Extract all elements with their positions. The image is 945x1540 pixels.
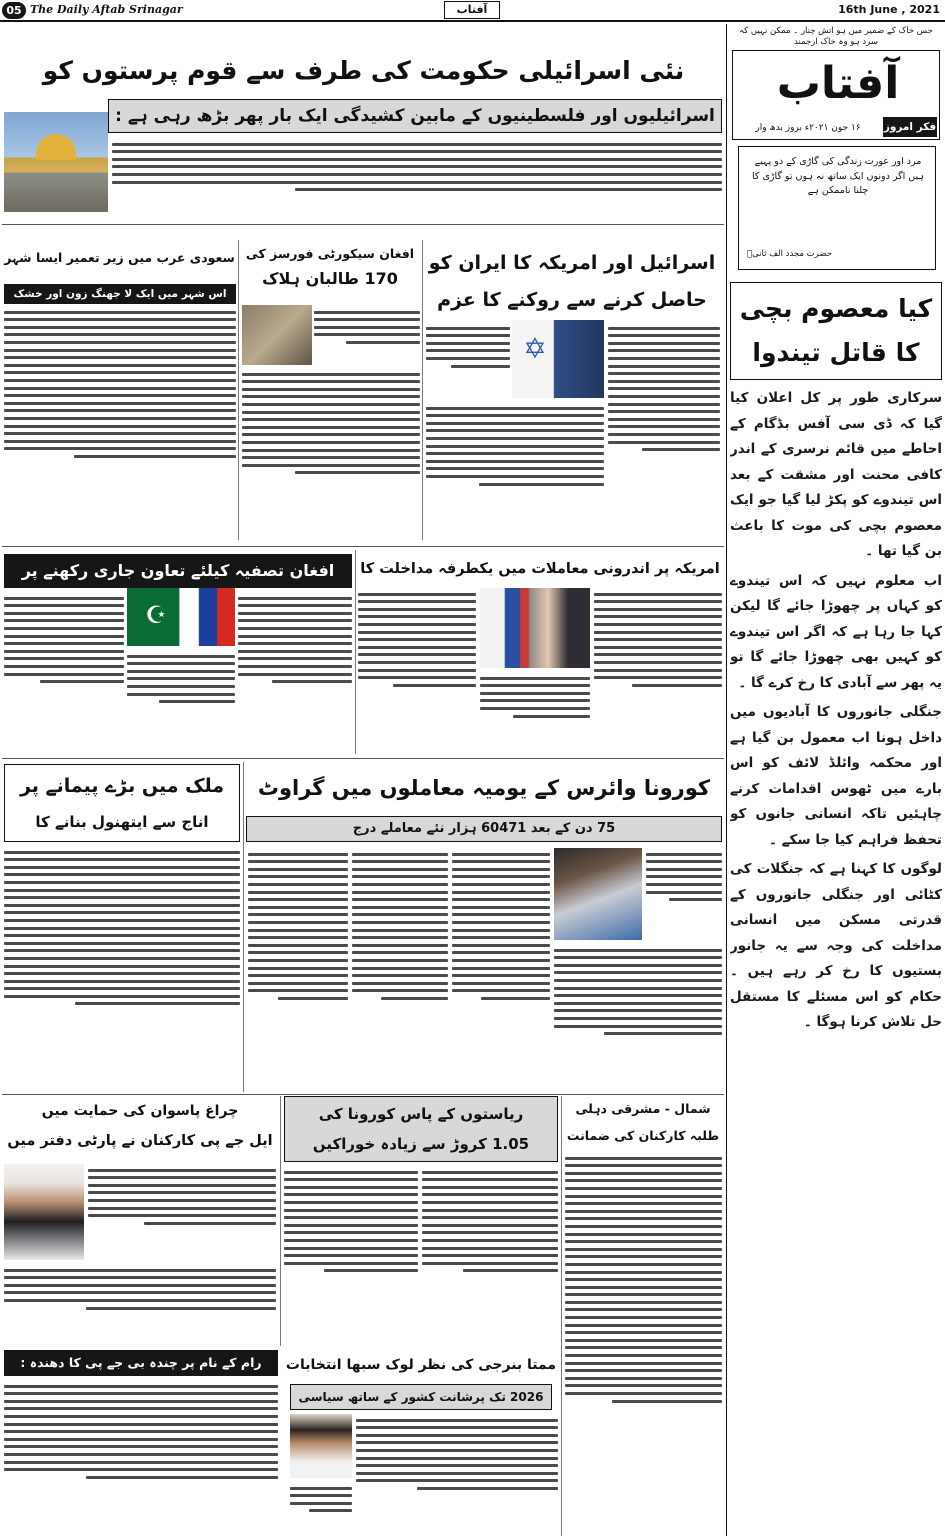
corona-headline: کورونا وائرس کے یومیہ معاملوں میں گراوٹ — [257, 776, 711, 800]
corona-article-a — [248, 848, 348, 1088]
israel-iran-article-bottom — [426, 402, 604, 540]
delhi-headline: شمال - مشرقی دہلی — [575, 1101, 711, 1116]
saudi-headline: سعودی عرب میں زیر تعمیر ایسا شہر — [4, 250, 235, 265]
dome-of-rock-photo — [4, 112, 108, 212]
dome-shape-icon — [36, 134, 76, 160]
grain-deck: اناج سے ایتھنول بنانے کا — [35, 813, 209, 831]
delhi-article — [565, 1152, 722, 1536]
taliban-photo — [242, 305, 312, 365]
star-of-david-icon: ✡ — [523, 334, 547, 364]
afghan-article-lower — [242, 368, 420, 540]
corona-deck: 75 دن کے بعد 60471 ہزار نئے معاملے درج — [246, 816, 722, 842]
putin-headline: امریکہ پر اندرونی معاملات میں یکطرفہ مداخلت کا — [360, 561, 720, 577]
crescent-icon: ☪ — [145, 601, 167, 629]
chirag-headline: چراغ پاسوان کی حمایت میں — [41, 1103, 239, 1119]
editorial-headline-box — [730, 282, 942, 380]
mamata-deck: 2026 تک پرشانت کشور کے ساتھ سیاسی — [290, 1384, 552, 1410]
grain-headline: ملک میں بڑے پیمانے پر — [19, 775, 225, 797]
chirag-article-a — [88, 1164, 276, 1260]
vaccine-headline: ریاستوں کے پاس کورونا کی — [318, 1105, 524, 1123]
putin-article-c — [480, 672, 590, 754]
afghan-deck: 170 طالبان ہلاک — [262, 269, 398, 288]
vaccine-deck: 1.05 کروڑ سے زیادہ خوراکیں — [312, 1135, 530, 1153]
sidebar-verse: جس خاک کے ضمیر میں ہو آتش چنار ۔ ممکن نہیں کہ سرد ہو وہ خاک ارجمند — [739, 26, 933, 47]
quote-box — [738, 146, 936, 270]
pak-russia-headline: افغان تصفیہ کیلئے تعاون جاری رکھنے پر — [4, 554, 352, 588]
masthead — [0, 0, 945, 22]
chirag-photo — [4, 1164, 84, 1260]
editorial-paragraph: اب معلوم نہیں کہ اس تیندوے کو کہاں پر چھوڑا جائے گا لیکن کہا جا رہا ہے کہ اگر اس تیندوے کو کہیں بھی چھوڑا جائے گا تو یہ پھر سے آبادی کا رخ کرے گا ۔ — [730, 572, 942, 691]
ram-headline: رام کے نام پر چندہ بی جے پی کا دھندہ : — [4, 1350, 278, 1376]
israel-iran-article-left — [426, 322, 510, 398]
sidebar-masthead — [732, 50, 940, 140]
pak-russia-article-a — [4, 592, 124, 752]
editorial-headline: کیا معصوم بچی کا قاتل تیندوا — [739, 294, 933, 367]
vaccine-box — [284, 1096, 558, 1162]
afghan-headline: افغان سیکورٹی فورسز کی — [245, 246, 415, 261]
covid-test-photo — [554, 848, 642, 940]
editorial-paragraph: لوگوں کا کہنا ہے کہ جنگلات کی کٹائی اور جنگلی جانوروں کے قدرتی مسکن میں انسانی مداخلت کی وجہ سے یہ جانور بستیوں کا رخ کر رہے ہیں ۔ حکام کو اس مسئلے کا مستقل حل تلاش کرنا ہوگا ۔ — [730, 861, 942, 1030]
chirag-article-b — [4, 1264, 276, 1346]
sub-banner — [108, 99, 722, 133]
corona-article-d — [554, 944, 722, 1088]
saudi-article — [4, 306, 236, 542]
vaccine-article-a — [284, 1166, 418, 1346]
grain-box — [4, 764, 240, 842]
grain-article — [4, 846, 240, 1088]
paper-name: The Daily Aftab Srinagar — [30, 3, 183, 16]
mamata-photo — [290, 1414, 352, 1478]
putin-article-a — [358, 588, 476, 754]
flags-photo — [127, 588, 235, 646]
chirag-deck: ایل جے پی کارکنان نے پارٹی دفتر میں — [7, 1133, 273, 1149]
saudi-deck: اس شہر میں ایک لا جھنگ زون اور خشک — [4, 284, 236, 304]
sub-banner-text: اسرائیلیوں اور فلسطینیوں کے مابین کشیدگی ایک بار پھر بڑھ رہی ہے : — [115, 106, 715, 126]
ram-article — [4, 1380, 278, 1536]
israel-iran-headline: اسرائیل اور امریکہ کا ایران کو — [428, 252, 716, 274]
vaccine-article-b — [422, 1166, 558, 1346]
sidebar-logo: آفتاب — [776, 58, 900, 109]
quote-author: حضرت مجدد الف ثانیؒ — [747, 249, 832, 259]
top-headline: نئی اسرائیلی حکومت کی طرف سے قوم پرستوں کو — [42, 56, 685, 85]
masthead-date: 16th June , 2021 — [838, 3, 940, 16]
delhi-deck: طلبہ کارکنان کی ضمانت — [566, 1128, 720, 1143]
editorial-body — [730, 386, 942, 1536]
putin-photo — [480, 588, 590, 668]
masthead-logo: آفتاب — [444, 1, 500, 19]
page-number: 05 — [2, 2, 26, 19]
column-title: فکر امروز — [883, 117, 937, 137]
pak-russia-article-b — [238, 592, 352, 752]
bennett-photo — [512, 320, 604, 398]
corona-article-b — [352, 848, 448, 1088]
mamata-headline: ممتا بنرجی کی نظر لوک سبھا انتخابات — [285, 1357, 557, 1373]
jerusalem-article — [112, 138, 722, 218]
editorial-paragraph: سرکاری طور پر کل اعلان کیا گیا کہ ڈی سی آفس بڈگام کے احاطے میں قائم نرسری کے اندر کافی محنت اور مشقت کے بعد اس تیندوے کو پکڑ لیا گیا جو ایک معصوم بچی کی موت کا باعث بن گیا تھا ۔ — [730, 390, 942, 559]
afghan-article — [314, 306, 420, 366]
israel-iran-article-right — [608, 322, 720, 540]
israel-iran-deck: حاصل کرنے سے روکنے کا عزم — [437, 289, 707, 311]
corona-article-c — [452, 848, 550, 1088]
quote-text: مرد اور عورت زندگی کی گاڑی کے دو پہیے ہیں اگر دونوں ایک ساتھ نہ ہوں تو گاڑی کا چلنا ناممکن ہے — [752, 156, 924, 196]
mamata-article-b — [290, 1482, 352, 1536]
putin-article-b — [594, 588, 722, 754]
pak-russia-article-c — [127, 650, 235, 752]
editorial-paragraph: جنگلی جانوروں کا آبادیوں میں داخل ہونا اب معمول بن گیا ہے اور محکمہ وائلڈ لائف کو اس بارے میں ٹھوس اقدامات کرنے چاہئیں تاکہ انسانی جانوں کو تحفظ فراہم کیا جا سکے ۔ — [730, 704, 942, 848]
mamata-article-a — [356, 1414, 558, 1536]
sidebar-date: ۱۶ جون ۲۰۲۱ء بروز بدھ وار — [755, 123, 861, 133]
corona-article-right — [646, 848, 722, 940]
